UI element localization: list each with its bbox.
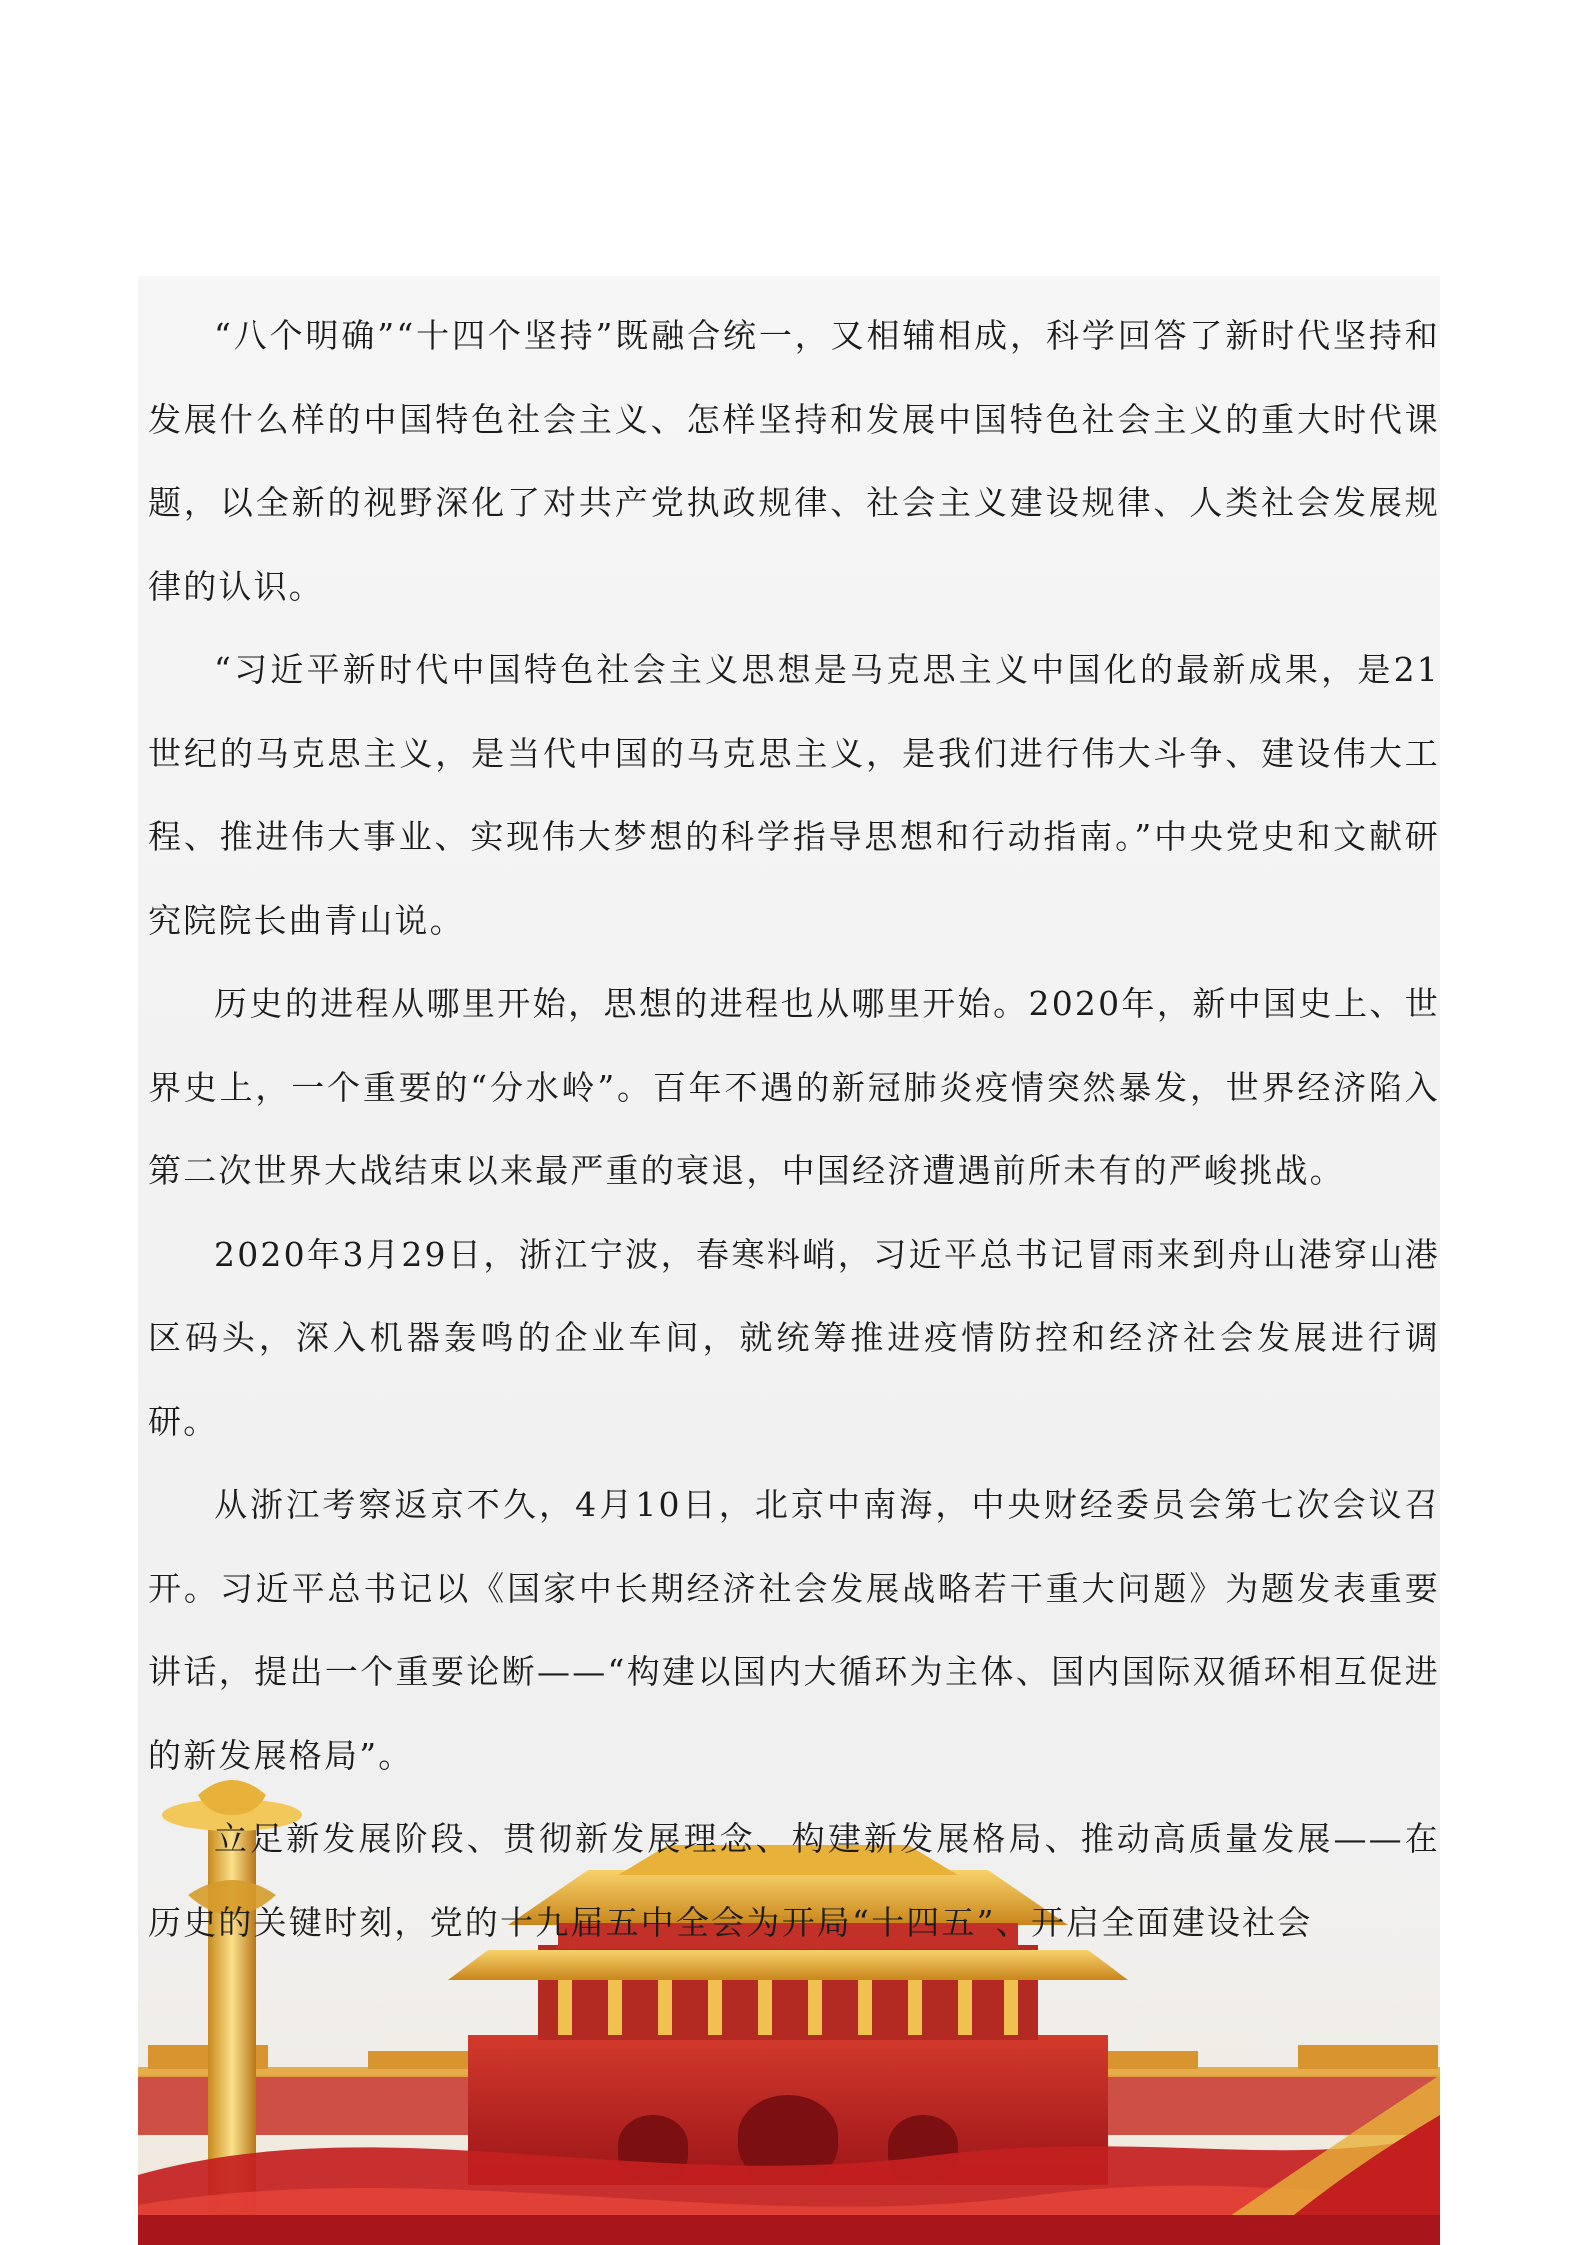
article-body [148, 294, 1440, 1964]
paragraph: 2020年3月29日，浙江宁波，春寒料峭，习近平总书记冒雨来到舟山港穿山港区码头，深入机器轰鸣的企业车间，就统筹推进疫情防控和经济社会发展进行调研。 [148, 1234, 1440, 1441]
paragraph: 从浙江考察返京不久，4月10日，北京中南海，中央财经委员会第七次会议召开。习近平总书记以《国家中长期经济社会发展战略若干重大问题》为题发表重要讲话，提出一个重要论断——“构建以国内大循环为主体、国内国际双循环相互促进的新发展格局”。 [148, 1485, 1440, 1775]
document-page [138, 276, 1440, 2245]
paragraph: 立足新发展阶段、贯彻新发展理念、构建新发展格局、推动高质量发展——在历史的关键时刻，党的十九届五中全会为开局“十四五”、开启全面建设社会 [148, 1819, 1440, 1942]
paragraph: “习近平新时代中国特色社会主义思想是马克思主义中国化的最新成果，是21世纪的马克思主义，是当代中国的马克思主义，是我们进行伟大斗争、建设伟大工程、推进伟大事业、实现伟大梦想的科学指导思想和行动指南。”中央党史和文献研究院院长曲青山说。 [148, 650, 1440, 940]
paragraph: 历史的进程从哪里开始，思想的进程也从哪里开始。2020年，新中国史上、世界史上，一个重要的“分水岭”。百年不遇的新冠肺炎疫情突然暴发，世界经济陷入第二次世界大战结束以来最严重的衰退，中国经济遭遇前所未有的严峻挑战。 [148, 984, 1440, 1190]
paragraph: “八个明确”“十四个坚持”既融合统一，又相辅相成，科学回答了新时代坚持和发展什么样的中国特色社会主义、怎样坚持和发展中国特色社会主义的重大时代课题，以全新的视野深化了对共产党执政规律、社会主义建设规律、人类社会发展规律的认识。 [148, 316, 1440, 606]
